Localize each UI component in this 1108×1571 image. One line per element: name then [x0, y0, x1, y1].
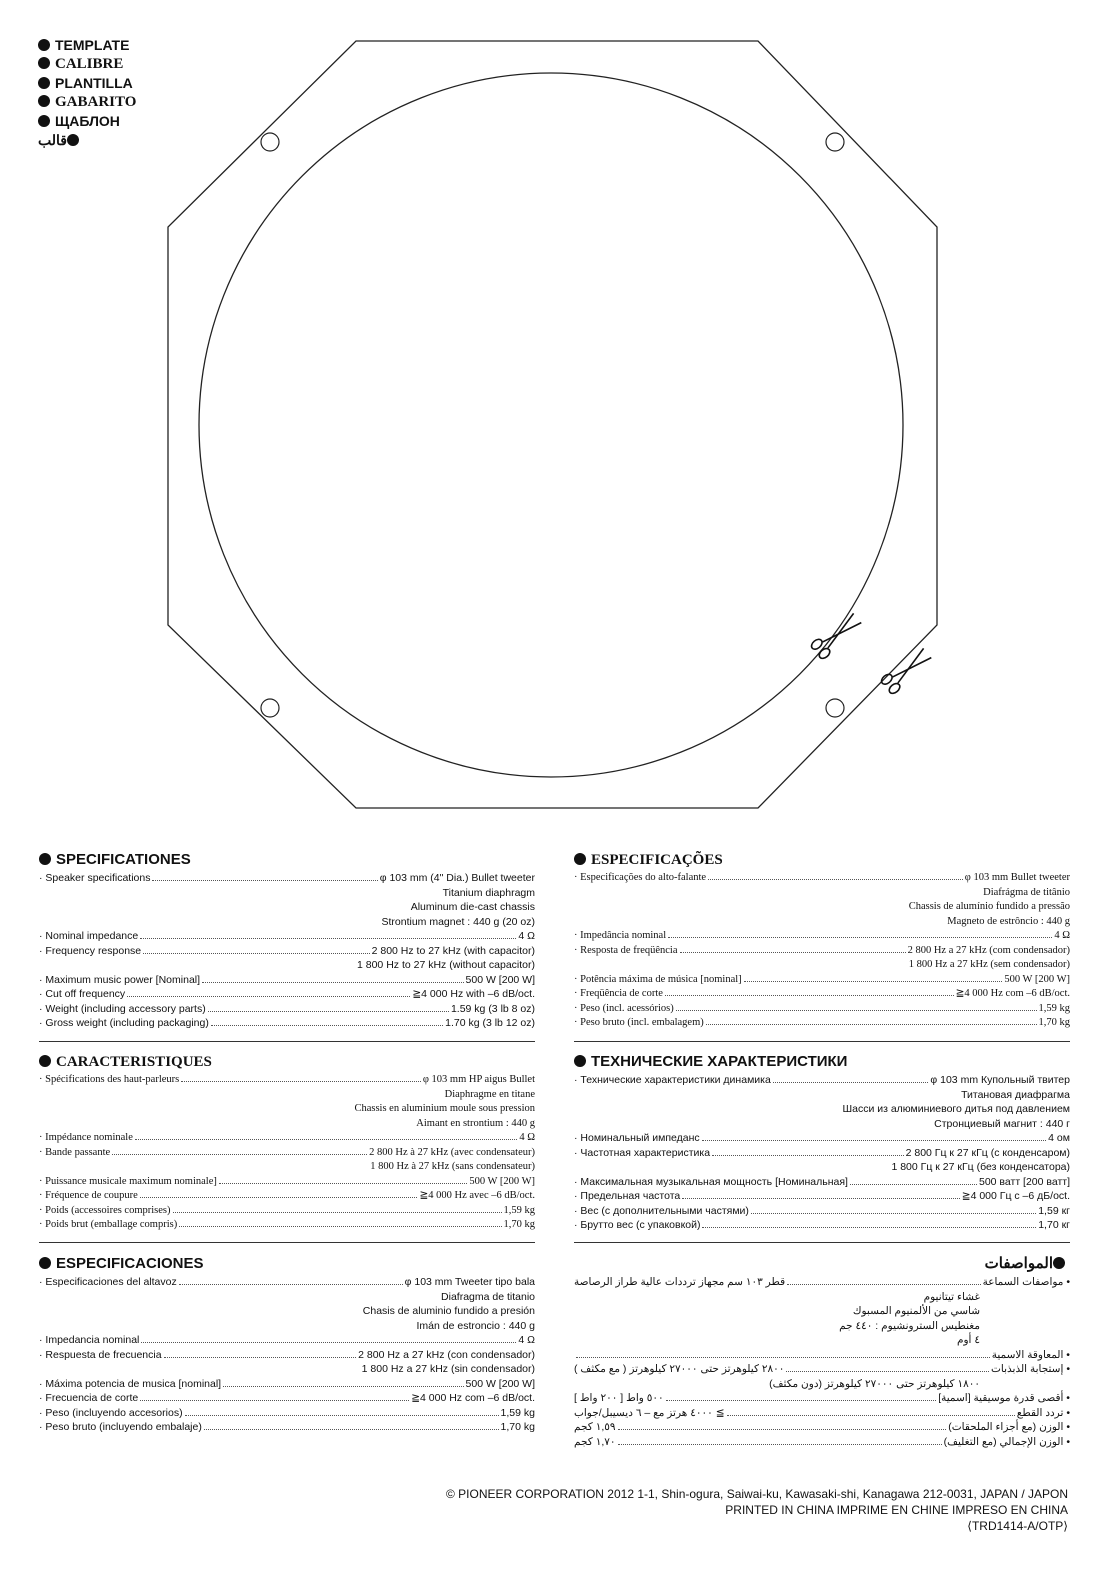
dot-leader [787, 1284, 980, 1285]
spec-value-continued: ١٨٠٠ كيلوهرتز حتى ٢٧٠٠٠ كيلوهرتز (دون مكثف) [769, 1377, 980, 1390]
section-title [39, 851, 535, 869]
spec-value: 2 800 Hz à 27 kHz (avec condensateur) [369, 1146, 535, 1158]
spec-label: · Potência máxima de música [nominal] [574, 973, 742, 985]
spec-value: ≧4 000 Hz com –6 dB/oct. [955, 988, 1070, 999]
spec-row [39, 1204, 535, 1219]
spec-label: · Брутто вес (с упаковкой) [574, 1219, 701, 1231]
spec-row [574, 1391, 1070, 1406]
section-title [574, 851, 1070, 869]
section-title [574, 1255, 1070, 1273]
spec-label: · Speaker specifications [39, 872, 151, 884]
spec-row [574, 1218, 1070, 1233]
dot-leader [668, 937, 1052, 938]
spec-value: ١,٥٩ كجم [574, 1421, 616, 1433]
spec-value: ٢٨٠٠ كيلوهرتز حتى ٢٧٠٠٠ كيلوهرتز ( مع مكثف ) [574, 1363, 785, 1375]
spec-value: 1.59 kg (3 lb 8 oz) [450, 1002, 535, 1015]
spec-value: 4 Ω [1054, 930, 1070, 941]
dot-leader [727, 1415, 1015, 1416]
spec-label: • مواصفات السماعة [982, 1276, 1070, 1288]
dot-leader [665, 995, 954, 996]
spec-row [574, 1435, 1070, 1450]
spec-value-continued: ٤ أوم [956, 1334, 980, 1346]
spec-value: 1.70 kg (3 lb 12 oz) [445, 1017, 535, 1029]
footer-copyright: © PIONEER CORPORATION 2012 1-1, Shin-ogura, Saiwai-ku, Kawasaki-shi, Kanagawa 212-0031, JAPAN / JAPON [446, 1487, 1068, 1501]
spec-label: · Peso (incl. acessórios) [574, 1002, 674, 1014]
spec-label: · Предельная частота [574, 1190, 681, 1202]
dot-leader [204, 1429, 499, 1430]
spec-value: 1,59 kg [500, 1406, 535, 1419]
spec-label: · Resposta de freqüência [574, 944, 678, 956]
filled-circle-icon [574, 853, 586, 865]
spec-label: • إستجابة الذبذبات [991, 1363, 1070, 1375]
dot-leader [773, 1082, 929, 1083]
spec-value: φ 103 mm HP aigus Bullet [422, 1074, 535, 1085]
spec-value: ≧4 000 Hz com –6 dB/oct. [411, 1392, 535, 1404]
spec-value: 4 Ω [518, 1334, 535, 1346]
spec-row [574, 1406, 1070, 1421]
dot-leader [135, 1139, 517, 1140]
spec-value: 1,59 kg [503, 1204, 535, 1216]
footer [446, 1486, 1068, 1534]
spec-value: 500 W [200 W] [465, 973, 535, 986]
dot-leader [676, 1010, 1037, 1011]
dot-leader [179, 1284, 403, 1285]
spec-row [574, 1016, 1070, 1031]
dot-leader [706, 1024, 1037, 1025]
spec-section-fr [39, 1053, 535, 1233]
spec-value: ≧4 000 Hz with –6 dB/oct. [412, 988, 535, 1000]
dot-leader [751, 1213, 1036, 1214]
spec-label: • المعاوقة الاسمية [991, 1348, 1070, 1361]
spec-label: · Poids (accessoires comprises) [39, 1204, 171, 1216]
spec-label: • تردد القطع [1016, 1406, 1070, 1419]
spec-value-continued: 1 800 Hz to 27 kHz (without capacitor) [357, 959, 535, 971]
spec-label: · Peso (incluyendo accesorios) [39, 1406, 183, 1419]
spec-row [39, 1420, 535, 1435]
section-title-text: SPECIFICATIONES [56, 851, 191, 868]
spec-value: 1,70 kg [1038, 1017, 1070, 1028]
mounting-hole-icon [826, 699, 844, 717]
spec-label: · Fréquence de coupure [39, 1190, 138, 1201]
filled-circle-icon [39, 1055, 51, 1067]
spec-row [574, 1420, 1070, 1435]
spec-label: • الوزن (مع أجزاء الملحقات) [948, 1421, 1070, 1433]
spec-row [574, 987, 1070, 1002]
spec-label: · Cut off frequency [39, 988, 126, 1000]
template-outline [168, 41, 937, 808]
template-label-text: CALIBRE [55, 56, 124, 72]
cutout-circle [199, 73, 903, 777]
spec-value: φ 103 mm (4" Dia.) Bullet tweeter [379, 872, 535, 884]
spec-value: ١,٧٠ كجم [574, 1435, 616, 1448]
divider [39, 1041, 535, 1042]
spec-row [39, 1073, 535, 1088]
spec-label: · Spécifications des haut-parleurs [39, 1074, 180, 1085]
spec-label: · Poids brut (emballage compris) [39, 1219, 178, 1230]
spec-value-continued: Titanium diaphragm [442, 886, 535, 899]
mounting-hole-icon [261, 699, 279, 717]
spec-value: 1,70 kg [500, 1421, 535, 1433]
dot-leader [576, 1357, 990, 1358]
spec-value: 4 Ω [518, 930, 535, 942]
spec-value-continued: غشاء تيتانيوم [923, 1290, 980, 1303]
spec-row [39, 1275, 535, 1290]
filled-circle-icon [39, 1257, 51, 1269]
dot-leader [850, 1184, 977, 1185]
section-title [39, 1255, 535, 1273]
section-title-text: المواصفات [984, 1255, 1053, 1272]
spec-value: ≧4 000 Гц с –6 дБ/oct. [961, 1190, 1070, 1202]
spec-value: ≧ ٤٠٠٠ هرتز مع – ٦ ديسيبل/جواب [574, 1406, 725, 1419]
spec-value-continued: Strontium magnet : 440 g (20 oz) [381, 915, 535, 928]
template-label-text: ЩАБЛОН [55, 113, 120, 129]
footer-printed: PRINTED IN CHINA IMPRIME EN CHINE IMPRESO EN CHINA [725, 1503, 1068, 1517]
spec-value: 4 ом [1048, 1132, 1070, 1144]
spec-label: · Respuesta de frecuencia [39, 1348, 162, 1361]
dot-leader [744, 981, 1003, 982]
spec-row [39, 944, 535, 959]
spec-row [574, 929, 1070, 944]
dot-leader [712, 1155, 904, 1156]
spec-value-continued: 1 800 Hz a 27 kHz (sem condensador) [908, 959, 1070, 970]
spec-row [39, 1175, 535, 1190]
template-label-text: قالب [38, 132, 67, 148]
spec-row [574, 973, 1070, 988]
spec-label: · Especificações do alto-falante [574, 872, 707, 883]
spec-value-continued: مغنطيس السترونشيوم : ٤٤٠ جم [839, 1319, 980, 1332]
spec-value-continued: Chasis de aluminio fundido a presión [362, 1305, 535, 1317]
spec-value-continued: Chassis en aluminium moule sous pression [354, 1103, 535, 1114]
spec-value: 1,70 kg [503, 1219, 535, 1230]
spec-row [574, 871, 1070, 886]
dot-leader [140, 1400, 409, 1401]
spec-row [39, 1348, 535, 1363]
dot-leader [219, 1183, 468, 1184]
spec-row [574, 1175, 1070, 1190]
spec-label: · Impédance nominale [39, 1132, 133, 1143]
divider [574, 1242, 1070, 1243]
spec-value: قطر ١٠٣ سم مجهاز ترددات عالية طراز الرصاصة [574, 1276, 786, 1288]
spec-value: 2 800 Hz a 27 kHz (com condensador) [907, 944, 1070, 956]
dot-leader [682, 1198, 960, 1199]
section-title-text: ESPECIFICAÇÕES [591, 852, 723, 868]
section-title-text: ESPECIFICACIONES [56, 1255, 204, 1272]
spec-value: φ 103 mm Tweeter tipo bala [404, 1276, 535, 1288]
scissors-icon [880, 645, 934, 695]
spec-row [39, 871, 535, 886]
dot-leader [702, 1140, 1046, 1141]
spec-row [574, 1073, 1070, 1088]
spec-row [574, 1275, 1070, 1290]
spec-value-continued: Chassis de alumínio fundido a pressão [908, 901, 1070, 912]
footer-code: ⟨TRD1414-A/OTP⟩ [967, 1519, 1068, 1533]
template-label-text: PLANTILLA [55, 75, 133, 91]
spec-value: 1,59 kg [1038, 1002, 1070, 1014]
dot-leader [140, 938, 516, 939]
divider [574, 1041, 1070, 1042]
spec-label: · Máxima potencia de musica [nominal] [39, 1377, 222, 1390]
spec-value-continued: 1 800 Hz à 27 kHz (sans condensateur) [370, 1161, 535, 1172]
spec-row [574, 1204, 1070, 1219]
spec-value: 500 W [200 W] [469, 1175, 535, 1187]
spec-value-continued: Magneto de estrôncio : 440 g [947, 915, 1070, 927]
section-title [574, 1053, 1070, 1071]
dot-leader [143, 953, 369, 954]
spec-value: 500 W [200 W] [1004, 973, 1070, 985]
dot-leader [680, 952, 906, 953]
spec-section-es [39, 1255, 535, 1435]
dot-leader [152, 880, 377, 881]
spec-section-pt [574, 851, 1070, 1031]
spec-value-continued: Aluminum die-cast chassis [410, 901, 535, 913]
spec-row [39, 1218, 535, 1233]
spec-label: · Freqüência de corte [574, 988, 663, 999]
spec-value-continued: Diafragma de titanio [441, 1290, 535, 1303]
dot-leader [618, 1444, 942, 1445]
dot-leader [702, 1227, 1036, 1228]
spec-section-ru [574, 1053, 1070, 1233]
scissors-icon [810, 610, 864, 660]
dot-leader [127, 996, 410, 997]
template-label-text: GABARITO [55, 94, 137, 110]
spec-label: · Impedância nominal [574, 930, 667, 941]
dot-leader [173, 1212, 502, 1213]
section-title-text: CARACTERISTIQUES [56, 1054, 212, 1070]
spec-row [39, 1189, 535, 1204]
dot-leader [202, 982, 464, 983]
spec-value: 4 Ω [519, 1132, 535, 1143]
spec-value: 500 W [200 W] [465, 1377, 535, 1390]
filled-circle-icon [1053, 1257, 1065, 1269]
divider [39, 1242, 535, 1243]
spec-row [574, 1348, 1070, 1363]
spec-label: · Puissance musicale maximum nominale] [39, 1175, 217, 1187]
mounting-hole-icon [826, 133, 844, 151]
dot-leader [786, 1371, 989, 1372]
spec-label: · Weight (including accessory parts) [39, 1002, 206, 1015]
spec-label: · Максимальная музыкальная мощность [Номинальная] [574, 1175, 848, 1188]
spec-value-continued: Шасси из алюминиевого дитья под давлением [842, 1103, 1070, 1115]
dot-leader [179, 1226, 501, 1227]
spec-label: · Bande passante [39, 1146, 111, 1158]
dot-leader [223, 1386, 463, 1387]
spec-row [39, 973, 535, 988]
spec-value: ≧4 000 Hz avec –6 dB/oct. [419, 1190, 535, 1201]
dot-leader [208, 1011, 449, 1012]
spec-label: • أقصى قدرة موسيقية [اسمية] [938, 1392, 1070, 1404]
spec-value: φ 103 mm Купольный твитер [930, 1074, 1070, 1086]
dot-leader [112, 1154, 367, 1155]
spec-label: · Maximum music power [Nominal] [39, 973, 201, 986]
spec-value: φ 103 mm Bullet tweeter [964, 872, 1070, 883]
spec-value: 2 800 Гц к 27 кГц (с конденсаром) [905, 1146, 1070, 1159]
spec-value-continued: شاسي من الألمنيوم المسبوك [852, 1305, 980, 1317]
section-title-text: ТЕХНИЧЕСКИЕ ХАРАКТЕРИСТИКИ [591, 1053, 848, 1070]
dot-leader [666, 1400, 937, 1401]
spec-label: · Impedancia nominal [39, 1334, 140, 1346]
spec-value-continued: 1 800 Гц к 27 кГц (без конденсатора) [891, 1161, 1070, 1173]
spec-row [574, 1002, 1070, 1017]
spec-row [39, 1002, 535, 1017]
spec-label: · Frequency response [39, 944, 142, 957]
spec-row [39, 1016, 535, 1031]
spec-value: ٥٠٠ واط [ ٢٠٠ واط ] [574, 1392, 664, 1404]
mounting-hole-icon [261, 133, 279, 151]
section-title [39, 1053, 535, 1071]
spec-row [39, 1377, 535, 1392]
spec-label: · Gross weight (including packaging) [39, 1017, 209, 1029]
dot-leader [185, 1415, 499, 1416]
spec-value: 2 800 Hz a 27 kHz (con condensador) [358, 1348, 535, 1361]
filled-circle-icon [574, 1055, 586, 1067]
spec-row [39, 1146, 535, 1161]
template-label-text: TEMPLATE [55, 37, 130, 53]
spec-value: 2 800 Hz to 27 kHz (with capacitor) [371, 944, 535, 957]
dot-leader [141, 1342, 516, 1343]
spec-label: · Вес (с дополнительными частями) [574, 1204, 749, 1217]
spec-row [39, 929, 535, 944]
spec-section-ar [574, 1255, 1070, 1449]
spec-row [574, 1131, 1070, 1146]
spec-label: · Frecuencia de corte [39, 1392, 139, 1404]
spec-value-continued: 1 800 Hz a 27 kHz (sin condensador) [361, 1363, 535, 1375]
spec-value-continued: Титановая диафрагма [961, 1088, 1070, 1101]
spec-row [39, 1391, 535, 1406]
spec-label: · Peso bruto (incluyendo embalaje) [39, 1421, 202, 1433]
spec-row [39, 1333, 535, 1348]
spec-row [574, 1189, 1070, 1204]
dot-leader [708, 879, 963, 880]
spec-value: 1,59 кг [1038, 1204, 1070, 1217]
spec-value: 500 ватт [200 ватт] [979, 1175, 1070, 1188]
spec-row [39, 987, 535, 1002]
spec-row [574, 1362, 1070, 1377]
dot-leader [140, 1197, 418, 1198]
spec-label: · Especificaciones del altavoz [39, 1276, 177, 1288]
spec-row [574, 944, 1070, 959]
spec-label: · Nominal impedance [39, 930, 139, 942]
spec-label: · Технические характеристики динамика [574, 1074, 771, 1086]
spec-row [39, 1131, 535, 1146]
dot-leader [164, 1357, 357, 1358]
spec-row [574, 1146, 1070, 1161]
spec-value-continued: Aimant en strontium : 440 g [416, 1117, 535, 1129]
spec-value-continued: Стронциевый магнит : 440 г [934, 1117, 1070, 1130]
spec-label: · Частотная характеристика [574, 1146, 711, 1159]
dot-leader [211, 1025, 443, 1026]
dot-leader [618, 1429, 947, 1430]
spec-label: · Peso bruto (incl. embalagem) [574, 1017, 704, 1028]
spec-row [39, 1406, 535, 1421]
spec-value-continued: Diafrágma de titânio [983, 886, 1070, 898]
spec-section-en [39, 851, 535, 1031]
spec-value: 1,70 кг [1038, 1219, 1070, 1231]
dot-leader [181, 1081, 421, 1082]
spec-value-continued: Imán de estroncio : 440 g [416, 1319, 535, 1332]
spec-label: · Номинальный импеданс [574, 1132, 700, 1144]
filled-circle-icon [39, 853, 51, 865]
spec-value-continued: Diaphragme en titane [444, 1088, 535, 1100]
spec-label: • الوزن الإجمالي (مع التغليف) [943, 1435, 1070, 1448]
